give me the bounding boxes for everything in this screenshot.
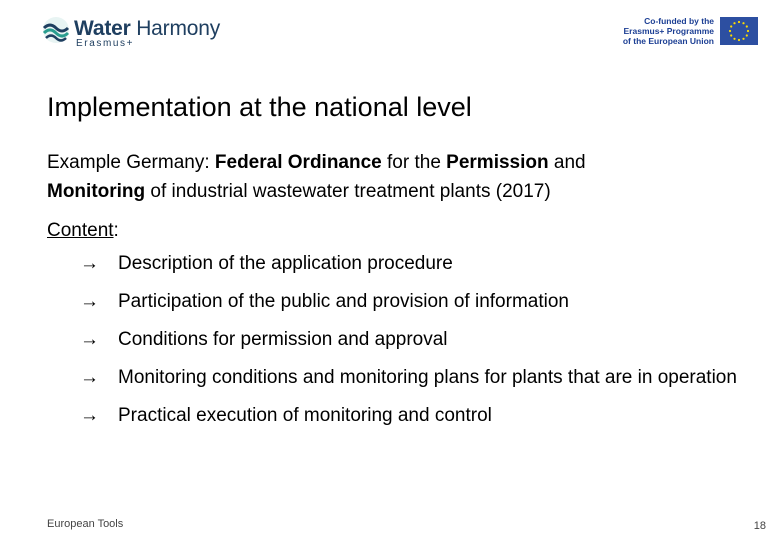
arrow-icon: → — [80, 405, 99, 426]
intro-paragraph: Example Germany: Federal Ordinance for the Permission and Monitoring of industrial wastewater treatment plants (2017) — [47, 152, 586, 202]
arrow-icon: → — [80, 291, 99, 312]
arrow-icon: → — [80, 329, 99, 350]
eu-flag-icon — [720, 17, 758, 45]
logo-subtitle: Erasmus+ — [76, 38, 135, 49]
slide-title: Implementation at the national level — [47, 92, 472, 123]
content-label: Content: — [47, 220, 119, 241]
list-item: → Participation of the public and provision of information — [80, 291, 569, 312]
eu-cofunded-text: Co-funded by the Erasmus+ Programme of the European Union — [622, 16, 714, 46]
list-item: → Practical execution of monitoring and control — [80, 405, 492, 426]
list-item: → Description of the application procedure — [80, 253, 453, 274]
arrow-icon: → — [80, 253, 99, 274]
content-list — [80, 252, 760, 442]
footer-label: European Tools — [47, 518, 124, 530]
logo-wordmark: Water Harmony — [74, 17, 221, 40]
arrow-icon: → — [80, 367, 99, 388]
water-harmony-logo — [40, 14, 240, 48]
water-harmony-logo-icon — [40, 14, 72, 46]
list-item: → Conditions for permission and approval — [80, 329, 448, 350]
page-number: 18 — [753, 520, 766, 532]
eu-cofunded-badge — [616, 14, 758, 48]
list-item: → Monitoring conditions and monitoring plans for plants that are in operation — [80, 367, 737, 388]
